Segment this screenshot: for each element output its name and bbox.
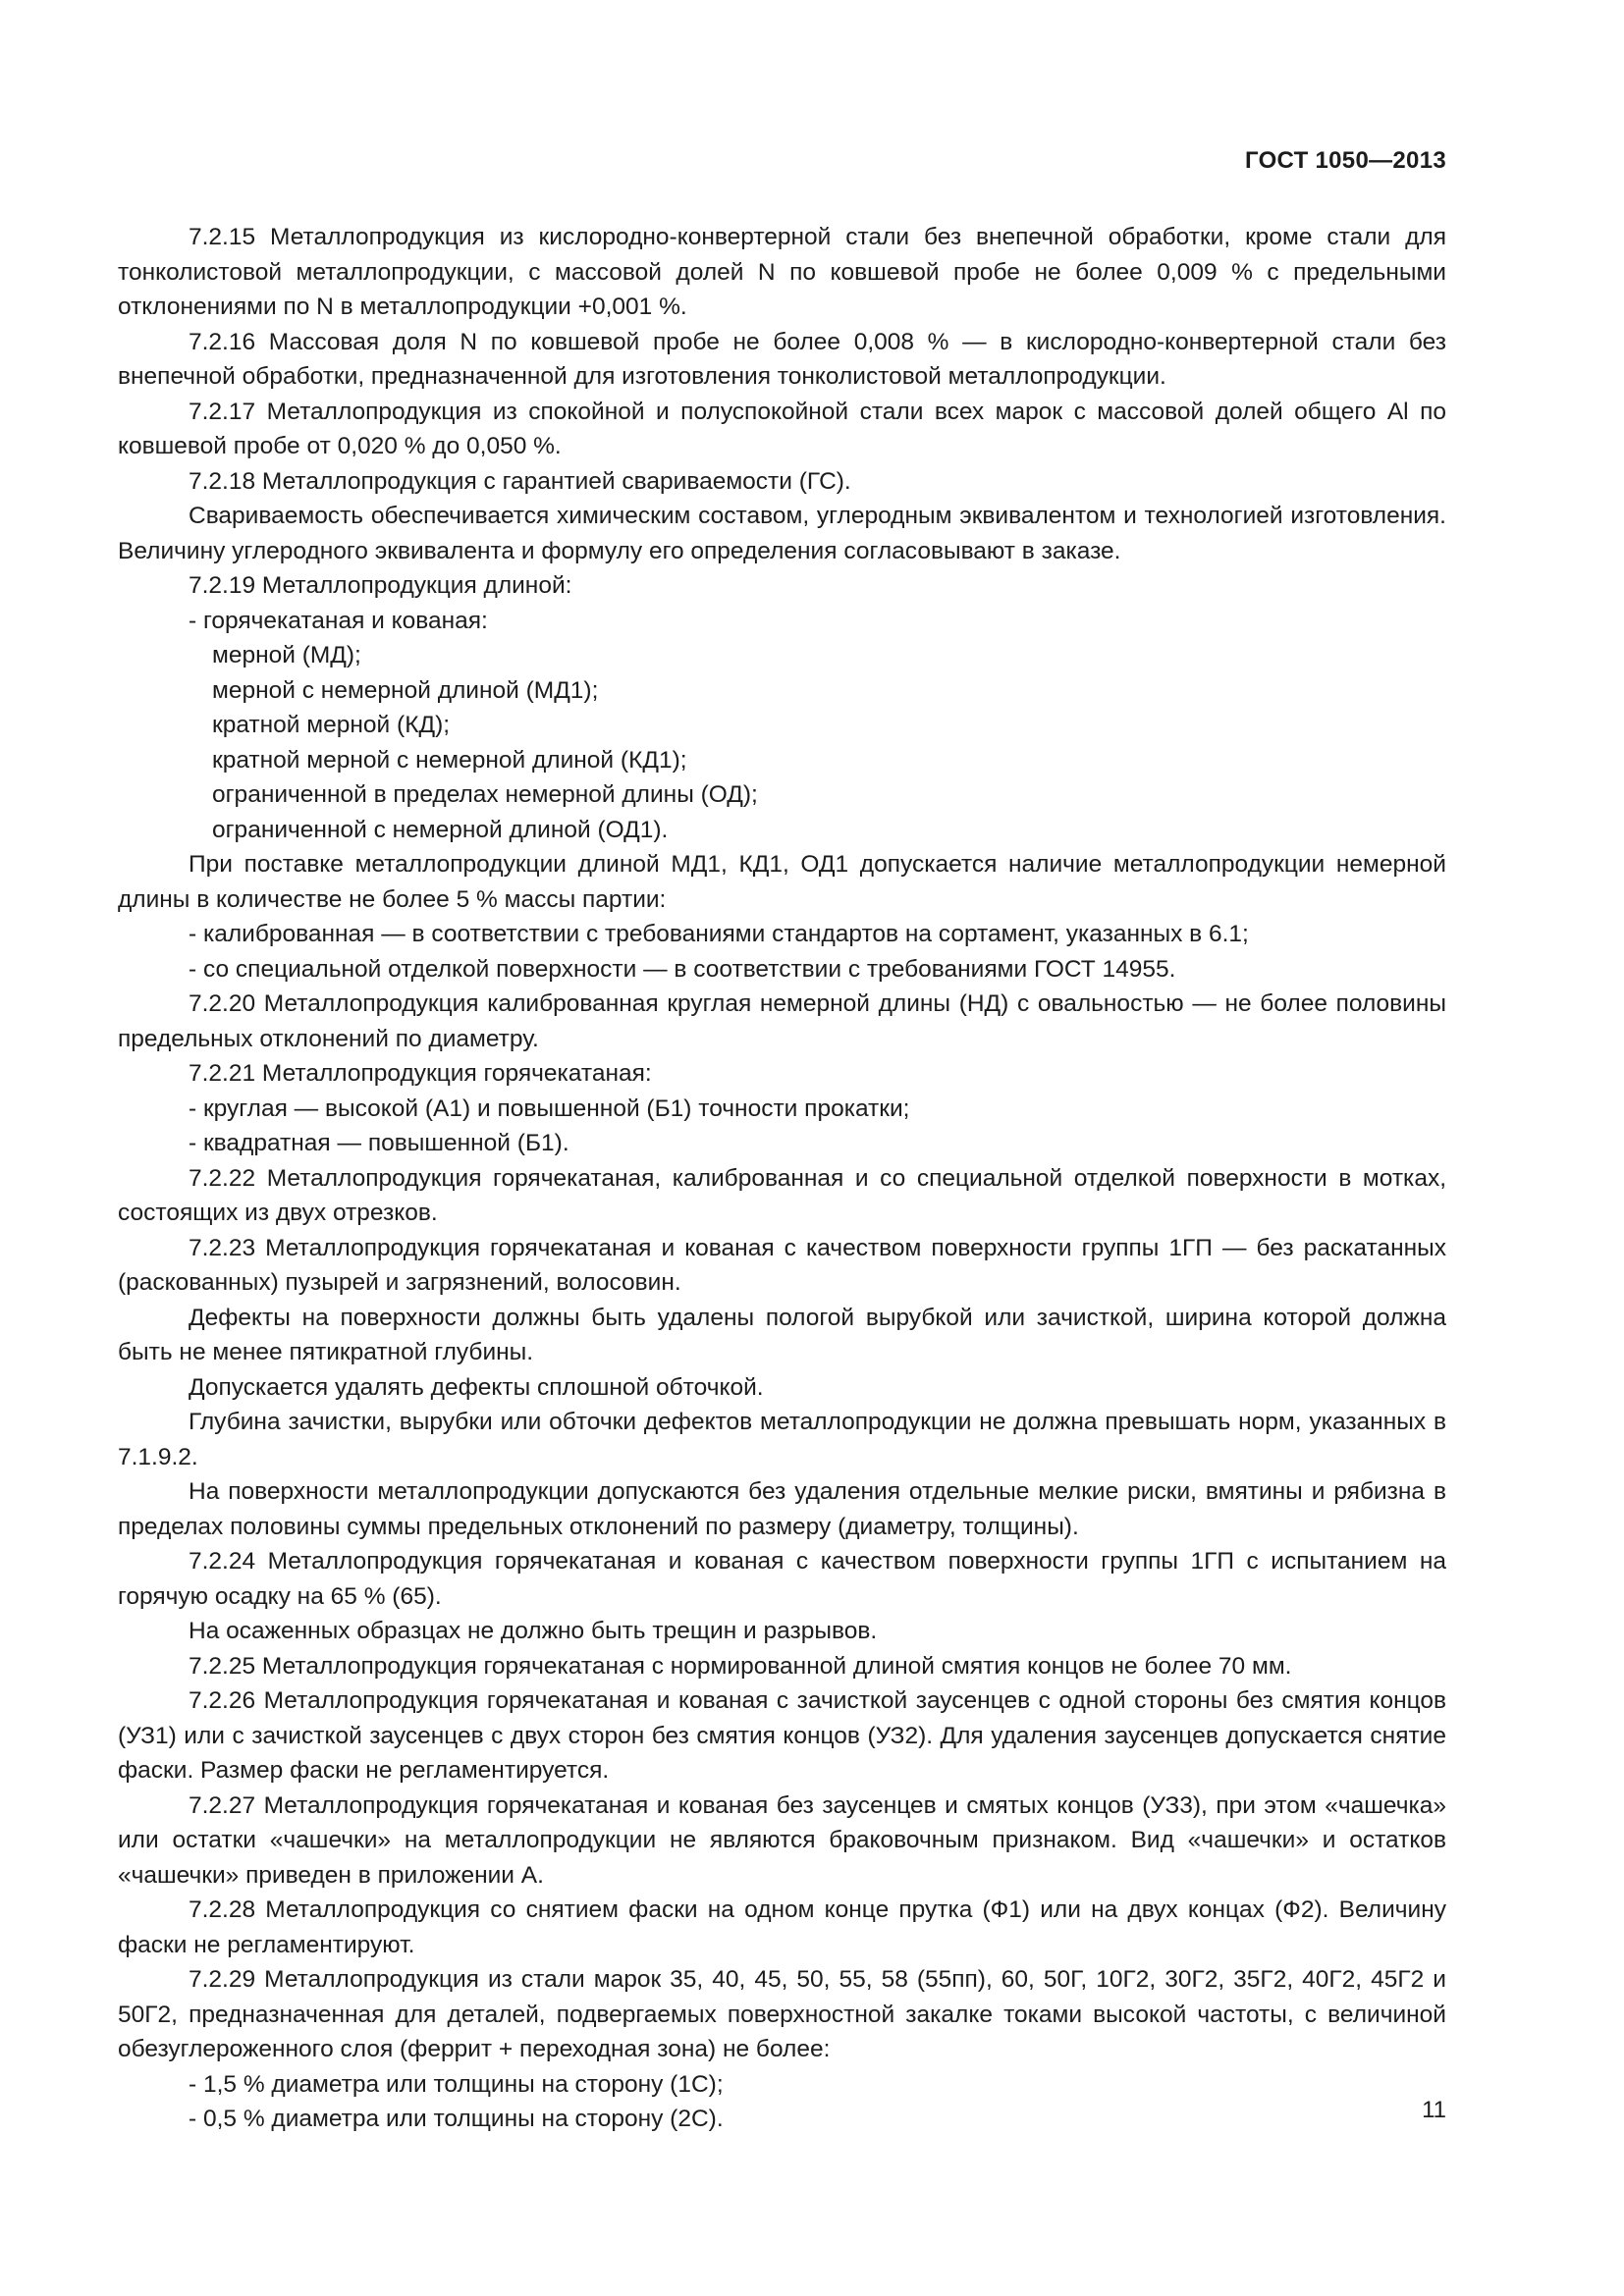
sublist-item: кратной мерной (КД);: [212, 712, 451, 738]
paragraph-7-2-27: 7.2.27 Металлопродукция горячекатаная и кованая без заусенцев и смятых концов (УЗ3), при этом «чашечка» или остатки «чашечки» на металлопродукции не являются браковочным признаком. Вид «чашечки» и остатков «чашечки» приведен в приложении А.: [118, 1791, 1446, 1889]
paragraph-defects: Дефекты на поверхности должны быть удалены пологой вырубкой или зачисткой, ширина которой должна быть не менее пятикратной глубины.: [118, 1304, 1446, 1365]
paragraph-7-2-25: 7.2.25 Металлопродукция горячекатаная с нормированной длиной смятия концов не более 70 мм.: [189, 1652, 1292, 1680]
paragraph-7-2-20: 7.2.20 Металлопродукция калиброванная круглая немерной длины (НД) с овальностью — не более половины предельных отклонений по диаметру.: [118, 990, 1446, 1052]
sublist-item: ограниченной в пределах немерной длины (ОД);: [212, 781, 758, 808]
page-body: [118, 220, 1446, 2137]
paragraph-7-2-24: 7.2.24 Металлопродукция горячекатаная и кованая с качеством поверхности группы 1ГП с испытанием на горячую осадку на 65 % (65).: [118, 1548, 1446, 1610]
paragraph-7-2-26: 7.2.26 Металлопродукция горячекатаная и кованая с зачисткой заусенцев с одной стороны без смятия концов (УЗ1) или с зачисткой заусенцев с двух сторон без смятия концов (УЗ2). Для удаления заусенцев допускается снятие фаски. Размер фаски не регламентируется.: [118, 1687, 1446, 1784]
paragraph-7-2-16: 7.2.16 Массовая доля N по ковшевой пробе не более 0,008 % — в кислородно-конвертерной стали без внепечной обработки, предназначенной для изготовления тонколистовой металлопродукции.: [118, 328, 1446, 390]
paragraph-depth: Глубина зачистки, вырубки или обточки дефектов металлопродукции не должна превышать норм, указанных в 7.1.9.2.: [118, 1409, 1446, 1470]
paragraph-7-2-29: 7.2.29 Металлопродукция из стали марок 35, 40, 45, 50, 55, 58 (55пп), 60, 50Г, 10Г2, 30Г2, 35Г2, 40Г2, 45Г2 и 50Г2, предназначенная для деталей, подвергаемых поверхностной закалке токами высокой частоты, с величиной обезуглероженного слоя (феррит + переходная зона) не более:: [118, 1966, 1446, 2062]
list-item: - горячекатаная и кованая:: [189, 607, 488, 634]
list-item: - 1,5 % диаметра или толщины на сторону (1С);: [189, 2070, 724, 2098]
paragraph-delivery: При поставке металлопродукции длиной МД1, КД1, ОД1 допускается наличие металлопродукции немерной длины в количестве не более 5 % массы партии:: [118, 851, 1446, 913]
paragraph-7-2-28: 7.2.28 Металлопродукция со снятием фаски на одном конце прутка (Ф1) или на двух концах (Ф2). Величину фаски не регламентируют.: [118, 1896, 1446, 1958]
paragraph-7-2-18: 7.2.18 Металлопродукция с гарантией свариваемости (ГС).: [189, 467, 851, 495]
list-item: - калиброванная — в соответствии с требованиями стандартов на сортамент, указанных в 6.1;: [189, 921, 1249, 947]
list-item: - квадратная — повышенной (Б1).: [189, 1130, 569, 1156]
paragraph-7-2-23: 7.2.23 Металлопродукция горячекатаная и кованая с качеством поверхности группы 1ГП — без раскатанных (раскованных) пузырей и загрязнений, волосовин.: [118, 1234, 1446, 1296]
paragraph-turning: Допускается удалять дефекты сплошной обточкой.: [189, 1373, 764, 1401]
list-item: - круглая — высокой (А1) и повышенной (Б1) точности прокатки;: [189, 1095, 910, 1122]
paragraph-samples: На осаженных образцах не должно быть трещин и разрывов.: [189, 1618, 878, 1644]
page-number: 11: [1422, 2097, 1446, 2123]
sublist-item: кратной мерной с немерной длиной (КД1);: [212, 746, 687, 774]
document-code: ГОСТ 1050—2013: [1244, 147, 1446, 174]
paragraph-7-2-19: 7.2.19 Металлопродукция длиной:: [189, 572, 572, 599]
paragraph-7-2-15: 7.2.15 Металлопродукция из кислородно-конвертерной стали без внепечной обработки, кроме стали для тонколистовой металлопродукции, с массовой долей N по ковшевой пробе не более 0,009 % с предельными отклонениями по N в металлопродукции +0,001 %.: [118, 224, 1446, 320]
paragraph-7-2-21: 7.2.21 Металлопродукция горячекатаная:: [189, 1060, 652, 1087]
sublist-item: мерной с немерной длиной (МД1);: [212, 676, 599, 704]
sublist-item: мерной (МД);: [212, 642, 361, 668]
paragraph-7-2-22: 7.2.22 Металлопродукция горячекатаная, калиброванная и со специальной отделкой поверхности в мотках, состоящих из двух отрезков.: [118, 1164, 1446, 1226]
paragraph-weldability: Свариваемость обеспечивается химическим составом, углеродным эквивалентом и технологией изготовления. Величину углеродного эквивалента и формулу его определения согласовывают в заказе.: [118, 503, 1446, 564]
list-item: - со специальной отделкой поверхности — в соответствии с требованиями ГОСТ 14955.: [189, 955, 1176, 983]
sublist-item: ограниченной с немерной длиной (ОД1).: [212, 816, 669, 843]
paragraph-surface: На поверхности металлопродукции допускаются без удаления отдельные мелкие риски, вмятины и рябизна в пределах половины суммы предельных отклонений по размеру (диаметру, толщины).: [118, 1478, 1446, 1540]
list-item: - 0,5 % диаметра или толщины на сторону (2С).: [189, 2106, 724, 2132]
paragraph-7-2-17: 7.2.17 Металлопродукция из спокойной и полуспокойной стали всех марок с массовой долей общего Al по ковшевой пробе от 0,020 % до 0,050 %.: [118, 398, 1446, 459]
